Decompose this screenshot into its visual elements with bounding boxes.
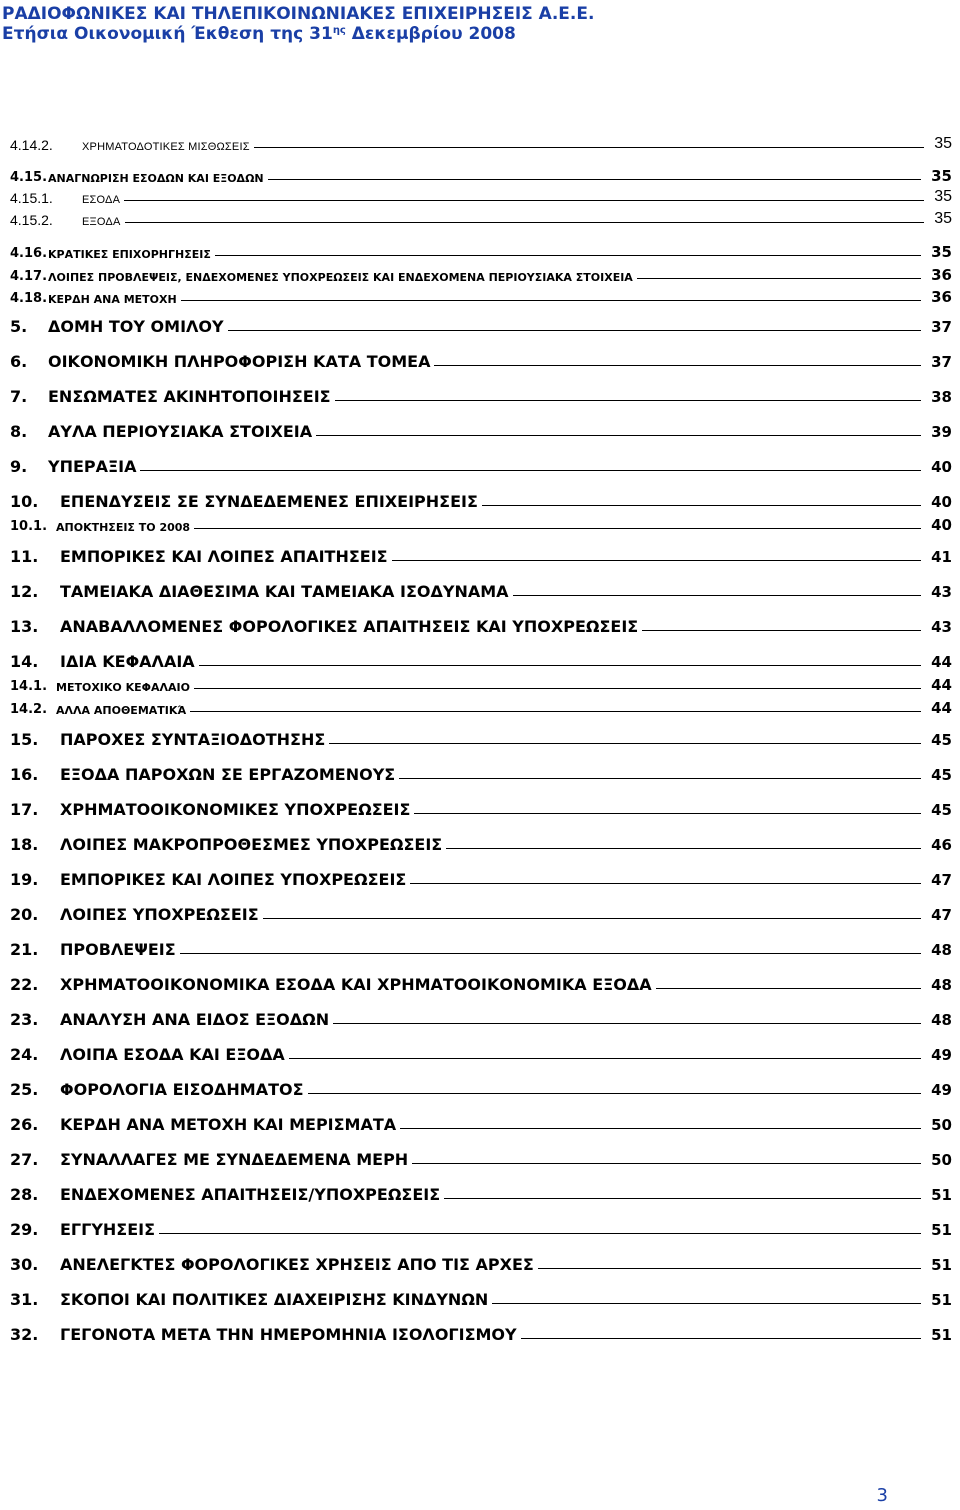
- toc-entry[interactable]: [0, 861, 960, 889]
- toc-entry[interactable]: [0, 689, 960, 717]
- toc-entry-page: 48: [931, 976, 952, 994]
- toc-entry-page: 35: [931, 243, 952, 261]
- toc-entry-page: 41: [931, 548, 952, 566]
- toc-entry-page: 35: [934, 188, 952, 205]
- toc-leader-line: [190, 711, 921, 712]
- toc-leader-line: [392, 560, 922, 561]
- toc-entry-number: 26.: [10, 1115, 39, 1134]
- toc-leader-line: [180, 953, 921, 954]
- toc-entry[interactable]: [0, 608, 960, 636]
- toc-leader-line: [410, 883, 921, 884]
- toc-entry-title: ΙΔΙΑ ΚΕΦΑΛΑΙΑ: [60, 652, 195, 671]
- toc-entry-number: 4.15.1.: [10, 190, 53, 206]
- toc-entry-title: ΚΕΡΔΗ ΑΝΑ ΜΕΤΟΧΗ: [48, 293, 177, 306]
- toc-entry-page: 45: [931, 766, 952, 784]
- toc-entry[interactable]: [0, 278, 960, 306]
- toc-entry-title: ΛΟΙΠΕΣ ΥΠΟΧΡΕΩΣΕΙΣ: [60, 905, 259, 924]
- toc-entry-title: ΕΠΕΝΔΥΣΕΙΣ ΣΕ ΣΥΝΔΕΔΕΜΕΝΕΣ ΕΠΙΧΕΙΡΗΣΕΙΣ: [60, 492, 478, 511]
- toc-entry-number: 19.: [10, 870, 39, 889]
- toc-leader-line: [228, 330, 922, 331]
- document-header: [2, 4, 594, 44]
- toc-entry-page: 51: [931, 1221, 952, 1239]
- toc-entry-page: 48: [931, 941, 952, 959]
- toc-entry-page: 45: [931, 801, 952, 819]
- toc-leader-line: [140, 470, 921, 471]
- toc-leader-line: [159, 1233, 921, 1234]
- toc-entry-title: ΕΝΔΕΧΟΜΕΝΕΣ ΑΠΑΙΤΗΣΕΙΣ/ΥΠΟΧΡΕΩΣΕΙΣ: [60, 1185, 441, 1204]
- toc-entry-page: 48: [931, 1011, 952, 1029]
- toc-entry-number: 8.: [10, 422, 28, 441]
- toc-entry-number: 22.: [10, 975, 39, 994]
- toc-entry-title: ΧΡΗΜΑΤΟΟΙΚΟΝΟΜΙΚΑ ΕΣΟΔΑ ΚΑΙ ΧΡΗΜΑΤΟΟΙΚΟΝΟΜΙΚΑ ΕΞΟΔΑ: [60, 975, 652, 994]
- toc-entry-page: 38: [931, 388, 952, 406]
- toc-entry[interactable]: [0, 573, 960, 601]
- toc-entry-number: 4.14.2.: [10, 137, 53, 153]
- toc-entry-title: ΥΠΕΡΑΞΙΑ: [48, 457, 137, 476]
- toc-leader-line: [335, 400, 922, 401]
- toc-entry-title: ΚΡΑΤΙΚΕΣ ΕΠΙΧΟΡΗΓΗΣΕΙΣ: [48, 248, 211, 261]
- toc-entry-page: 35: [931, 167, 952, 185]
- toc-entry-title: ΔΟΜΗ ΤΟΥ ΟΜΙΛΟΥ: [48, 317, 224, 336]
- toc-entry-title: ΛΟΙΠΕΣ ΜΑΚΡΟΠΡΟΘΕΣΜΕΣ ΥΠΟΧΡΕΩΣΕΙΣ: [60, 835, 443, 854]
- toc-entry-number: 13.: [10, 617, 39, 636]
- toc-entry-title: ΚΕΡΔΗ ΑΝΑ ΜΕΤΟΧΗ ΚΑΙ ΜΕΡΙΣΜΑΤΑ: [60, 1115, 397, 1134]
- toc-entry-title: ΑΝΑΛΥΣΗ ΑΝΑ ΕΙΔΟΣ ΕΞΟΔΩΝ: [60, 1010, 330, 1029]
- toc-leader-line: [125, 222, 925, 223]
- toc-entry-number: 27.: [10, 1150, 39, 1169]
- toc-entry-title: ΕΓΓΥΗΣΕΙΣ: [60, 1220, 156, 1239]
- toc-entry-page: 51: [931, 1291, 952, 1309]
- toc-entry-title: ΦΟΡΟΛΟΓΙΑ ΕΙΣΟΔΗΜΑΤΟΣ: [60, 1080, 304, 1099]
- toc-entry[interactable]: [0, 1211, 960, 1239]
- toc-entry-page: 44: [931, 676, 952, 694]
- toc-entry[interactable]: [0, 413, 960, 441]
- toc-leader-line: [414, 813, 921, 814]
- toc-entry-title: ΠΑΡΟΧΕΣ ΣΥΝΤΑΞΙΟΔΟΤΗΣΗΣ: [60, 730, 326, 749]
- toc-entry-number: 4.17.: [10, 269, 48, 284]
- toc-entry[interactable]: [0, 1246, 960, 1274]
- page-number: 3: [876, 1485, 888, 1506]
- toc-entry[interactable]: [0, 1281, 960, 1309]
- toc-entry-number: 6.: [10, 352, 28, 371]
- toc-entry-number: 10.1.: [10, 519, 48, 534]
- toc-entry-title: ΕΜΠΟΡΙΚΕΣ ΚΑΙ ΛΟΙΠΕΣ ΥΠΟΧΡΕΩΣΕΙΣ: [60, 870, 407, 889]
- toc-entry-number: 32.: [10, 1325, 39, 1344]
- toc-entry-title: ΧΡΗΜΑΤΟΟΙΚΟΝΟΜΙΚΕΣ ΥΠΟΧΡΕΩΣΕΙΣ: [60, 800, 411, 819]
- toc-entry-number: 10.: [10, 492, 39, 511]
- toc-leader-line: [254, 147, 924, 148]
- toc-entry-number: 20.: [10, 905, 39, 924]
- company-name: ΡΑΔΙΟΦΩΝΙΚΕΣ ΚΑΙ ΤΗΛΕΠΙΚΟΙΝΩΝΙΑΚΕΣ ΕΠΙΧΕΙΡΗΣΕΙΣ Α.Ε.Ε.: [2, 4, 595, 24]
- toc-entry-title: ΛΟΙΠΕΣ ΠΡΟΒΛΕΨΕΙΣ, ΕΝΔΕΧΟΜΕΝΕΣ ΥΠΟΧΡΕΩΣΕΙΣ ΚΑΙ ΕΝΔΕΧΟΜΕΝΑ ΠΕΡΙΟΥΣΙΑΚΑ ΣΤΟΙΧΕΙΑ: [48, 271, 633, 284]
- toc-entry[interactable]: [0, 931, 960, 959]
- toc-entry-page: 44: [931, 699, 952, 717]
- toc-entry-number: 29.: [10, 1220, 39, 1239]
- toc-entry-title: ΠΡΟΒΛΕΨΕΙΣ: [60, 940, 176, 959]
- toc-entry-number: 5.: [10, 317, 28, 336]
- toc-entry[interactable]: [0, 343, 960, 371]
- toc-leader-line: [329, 743, 921, 744]
- toc-entry-number: 4.15.2.: [10, 212, 53, 228]
- toc-entry-number: 30.: [10, 1255, 39, 1274]
- toc-entry-page: 36: [931, 266, 952, 284]
- toc-entry[interactable]: [0, 1106, 960, 1134]
- toc-entry-number: 11.: [10, 547, 39, 566]
- toc-entry-number: 25.: [10, 1080, 39, 1099]
- toc-leader-line: [333, 1023, 921, 1024]
- toc-entry-number: 4.18.: [10, 291, 48, 306]
- toc-entry-number: 4.15.: [10, 170, 48, 185]
- report-title-text: Ετήσια Οικονομική Έκθεση της 31: [2, 24, 333, 44]
- toc-entry-title: ΑΝΕΛΕΓΚΤΕΣ ΦΟΡΟΛΟΓΙΚΕΣ ΧΡΗΣΕΙΣ ΑΠΟ ΤΙΣ ΑΡΧΕΣ: [60, 1255, 534, 1274]
- toc-entry-title: ΑΠΟΚΤΗΣΕΙΣ ΤΟ 2008: [56, 521, 191, 534]
- report-title: [2, 24, 594, 44]
- toc-entry[interactable]: [0, 378, 960, 406]
- toc-entry[interactable]: [0, 791, 960, 819]
- toc-leader-line: [446, 848, 921, 849]
- toc-entry-page: 45: [931, 731, 952, 749]
- toc-entry-page: 43: [931, 618, 952, 636]
- toc-entry-title: ΣΚΟΠΟΙ ΚΑΙ ΠΟΛΙΤΙΚΕΣ ΔΙΑΧΕΙΡΙΣΗΣ ΚΙΝΔΥΝΩΝ: [60, 1290, 489, 1309]
- toc-entry-page: 47: [931, 871, 952, 889]
- toc-entry-page: 35: [934, 135, 952, 152]
- toc-entry-page: 40: [931, 516, 952, 534]
- toc-leader-line: [538, 1268, 921, 1269]
- toc-leader-line: [642, 630, 921, 631]
- toc-entry[interactable]: [0, 1036, 960, 1064]
- toc-leader-line: [194, 528, 921, 529]
- toc-entry-page: 40: [931, 458, 952, 476]
- toc-entry[interactable]: [0, 966, 960, 994]
- toc-entry[interactable]: [0, 200, 960, 228]
- toc-entry-number: 15.: [10, 730, 39, 749]
- toc-entry-page: 35: [934, 210, 952, 227]
- toc-entry-page: 47: [931, 906, 952, 924]
- toc-entry[interactable]: [0, 896, 960, 924]
- toc-entry-page: 44: [931, 653, 952, 671]
- toc-entry-title: ΑΝΑΓΝΩΡΙΣΗ ΕΣΟΔΩΝ ΚΑΙ ΕΞΟΔΩΝ: [48, 172, 264, 185]
- toc-entry[interactable]: [0, 1176, 960, 1204]
- toc-leader-line: [308, 1093, 922, 1094]
- toc-entry-number: 16.: [10, 765, 39, 784]
- toc-entry-number: 4.16.: [10, 246, 48, 261]
- toc-entry-title: ΤΑΜΕΙΑΚΑ ΔΙΑΘΕΣΙΜΑ ΚΑΙ ΤΑΜΕΙΑΚΑ ΙΣΟΔΥΝΑΜΑ: [60, 582, 509, 601]
- toc-entry-page: 51: [931, 1186, 952, 1204]
- toc-leader-line: [521, 1338, 922, 1339]
- toc-entry-number: 24.: [10, 1045, 39, 1064]
- toc-entry-title: ΕΝΣΩΜΑΤΕΣ ΑΚΙΝΗΤΟΠΟΙΗΣΕΙΣ: [48, 387, 331, 406]
- toc-entry-number: 31.: [10, 1290, 39, 1309]
- toc-entry-number: 12.: [10, 582, 39, 601]
- toc-entry-number: 7.: [10, 387, 28, 406]
- toc-leader-line: [316, 435, 921, 436]
- toc-entry-title: ΕΞΟΔΑ: [82, 216, 121, 228]
- toc-entry-title: ΑΝΑΒΑΛΛΟΜΕΝΕΣ ΦΟΡΟΛΟΓΙΚΕΣ ΑΠΑΙΤΗΣΕΙΣ ΚΑΙ ΥΠΟΧΡΕΩΣΕΙΣ: [60, 617, 639, 636]
- toc-entry[interactable]: [0, 506, 960, 534]
- toc-entry[interactable]: [0, 308, 960, 336]
- toc-entry-page: 50: [931, 1151, 952, 1169]
- toc-leader-line: [656, 988, 922, 989]
- toc-entry-page: 46: [931, 836, 952, 854]
- toc-leader-line: [400, 1128, 921, 1129]
- toc-entry-title: ΑΥΛΑ ΠΕΡΙΟΥΣΙΑΚΑ ΣΤΟΙΧΕΙΑ: [48, 422, 313, 441]
- toc-leader-line: [513, 595, 922, 596]
- toc-entry[interactable]: [0, 756, 960, 784]
- toc-entry-number: 14.2.: [10, 702, 48, 717]
- toc-leader-line: [412, 1163, 921, 1164]
- toc-entry-number: 14.: [10, 652, 39, 671]
- toc-entry-page: 36: [931, 288, 952, 306]
- toc-entry[interactable]: [0, 721, 960, 749]
- toc-entry-page: 43: [931, 583, 952, 601]
- toc-leader-line: [289, 1058, 921, 1059]
- toc-entry[interactable]: [0, 1001, 960, 1029]
- toc-leader-line: [434, 365, 921, 366]
- toc-leader-line: [263, 918, 921, 919]
- toc-entry[interactable]: [0, 1071, 960, 1099]
- toc-entry[interactable]: [0, 538, 960, 566]
- toc-entry-page: 51: [931, 1256, 952, 1274]
- toc-entry-number: 9.: [10, 457, 28, 476]
- toc-entry-page: 37: [931, 353, 952, 371]
- toc-leader-line: [399, 778, 921, 779]
- toc-entry[interactable]: [0, 1141, 960, 1169]
- toc-entry[interactable]: [0, 826, 960, 854]
- toc-leader-line: [181, 300, 921, 301]
- toc-entry-title: ΕΣΟΔΑ: [82, 194, 121, 206]
- report-title-superscript: ης: [332, 25, 346, 36]
- toc-entry-title: ΕΜΠΟΡΙΚΕΣ ΚΑΙ ΛΟΙΠΕΣ ΑΠΑΙΤΗΣΕΙΣ: [60, 547, 388, 566]
- toc-entry-page: 49: [931, 1081, 952, 1099]
- toc-leader-line: [444, 1198, 921, 1199]
- toc-entry-number: 14.1.: [10, 679, 48, 694]
- toc-entry-title: ΟΙΚΟΝΟΜΙΚΗ ΠΛΗΡΟΦΟΡΙΣΗ ΚΑΤΑ ΤΟΜΕΑ: [48, 352, 431, 371]
- toc-entry-page: 40: [931, 493, 952, 511]
- toc-entry-number: 17.: [10, 800, 39, 819]
- toc-entry-title: ΓΕΓΟΝΟΤΑ ΜΕΤΑ ΤΗΝ ΗΜΕΡΟΜΗΝΙΑ ΙΣΟΛΟΓΙΣΜΟΥ: [60, 1325, 517, 1344]
- toc-entry-page: 49: [931, 1046, 952, 1064]
- toc-entry-number: 18.: [10, 835, 39, 854]
- toc-entry-title: ΧΡΗΜΑΤΟΔΟΤΙΚΕΣ ΜΙΣΘΩΣΕΙΣ: [82, 141, 250, 153]
- toc-entry[interactable]: [0, 1316, 960, 1344]
- toc-entry-title: ΑΛΛΑ ΑΠΟΘΕΜΑΤΙΚΆ: [56, 704, 187, 717]
- toc-entry-title: ΜΕΤΟΧΙΚΟ ΚΕΦΑΛΑΙΟ: [56, 681, 190, 694]
- toc-leader-line: [492, 1303, 921, 1304]
- toc-entry-number: 21.: [10, 940, 39, 959]
- toc-entry-page: 39: [931, 423, 952, 441]
- toc-entry-number: 28.: [10, 1185, 39, 1204]
- toc-entry-page: 51: [931, 1326, 952, 1344]
- report-title-date: Δεκεμβρίου 2008: [345, 24, 516, 44]
- toc-entry-title: ΛΟΙΠΑ ΕΣΟΔΑ ΚΑΙ ΕΞΟΔΑ: [60, 1045, 285, 1064]
- toc-entry[interactable]: [0, 125, 960, 153]
- toc-entry-page: 50: [931, 1116, 952, 1134]
- toc-entry-number: 23.: [10, 1010, 39, 1029]
- toc-entry-page: 37: [931, 318, 952, 336]
- toc-entry[interactable]: [0, 448, 960, 476]
- toc-entry-title: ΣΥΝΑΛΛΑΓΕΣ ΜΕ ΣΥΝΔΕΔΕΜΕΝΑ ΜΕΡΗ: [60, 1150, 409, 1169]
- toc-entry-title: ΕΞΟΔΑ ΠΑΡΟΧΩΝ ΣΕ ΕΡΓΑΖΟΜΕΝΟΥΣ: [60, 765, 396, 784]
